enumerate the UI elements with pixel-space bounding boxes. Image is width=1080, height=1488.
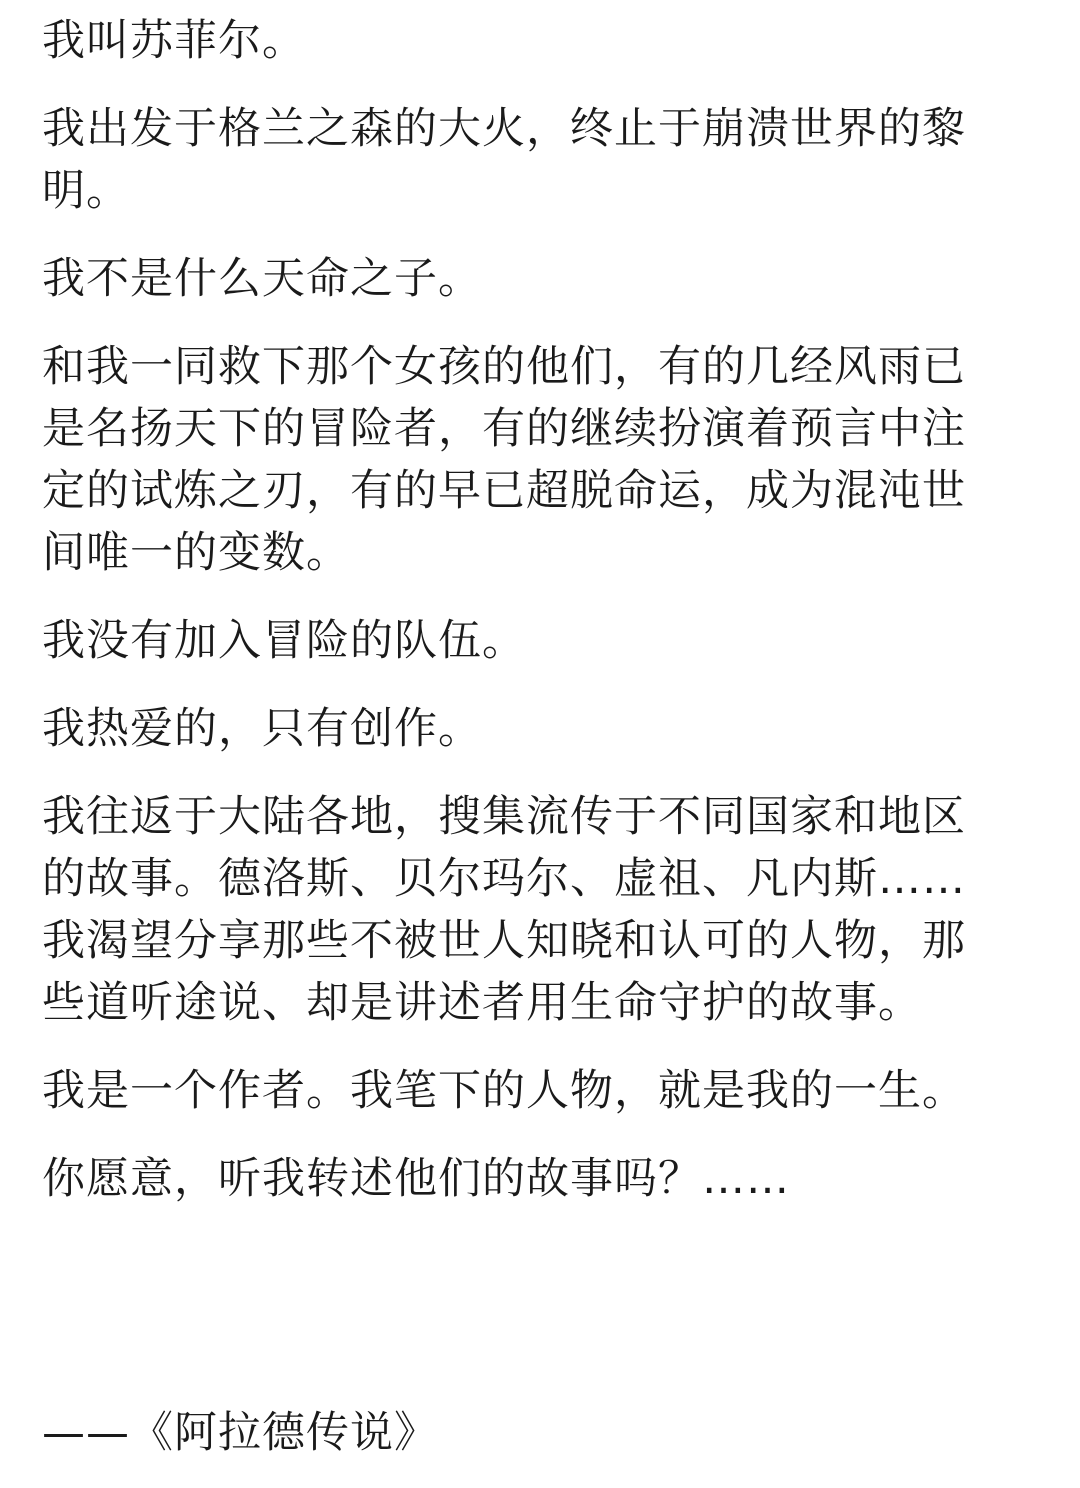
document-body <box>42 10 1032 1236</box>
paragraph-1: 我叫苏菲尔。 <box>42 16 306 66</box>
paragraph-5: 我没有加入冒险的队伍。 <box>42 616 526 666</box>
paragraph-3: 我不是什么天命之子。 <box>42 254 482 304</box>
paragraph-9: 你愿意，听我转述他们的故事吗？…… <box>42 1154 790 1204</box>
paragraph-7: 我往返于大陆各地，搜集流传于不同国家和地区 的故事。德洛斯、贝尔玛尔、虚祖、凡内斯…… 我渴望分享那些不被世人知晓和认可的人物，那 些道听途说、却是讲述者用生命守护的故事。 <box>42 792 966 1028</box>
paragraph-4: 和我一同救下那个女孩的他们，有的几经风雨已 是名扬天下的冒险者，有的继续扮演着预言中注 定的试炼之刃，有的早已超脱命运，成为混沌世 间唯一的变数。 <box>42 342 966 578</box>
paragraph-6: 我热爱的，只有创作。 <box>42 704 482 754</box>
signature-line: ——《阿拉德传说》 <box>42 1408 438 1458</box>
paragraph-8: 我是一个作者。我笔下的人物，就是我的一生。 <box>42 1066 966 1116</box>
paragraph-2: 我出发于格兰之森的大火，终止于崩溃世界的黎 明。 <box>42 104 966 216</box>
